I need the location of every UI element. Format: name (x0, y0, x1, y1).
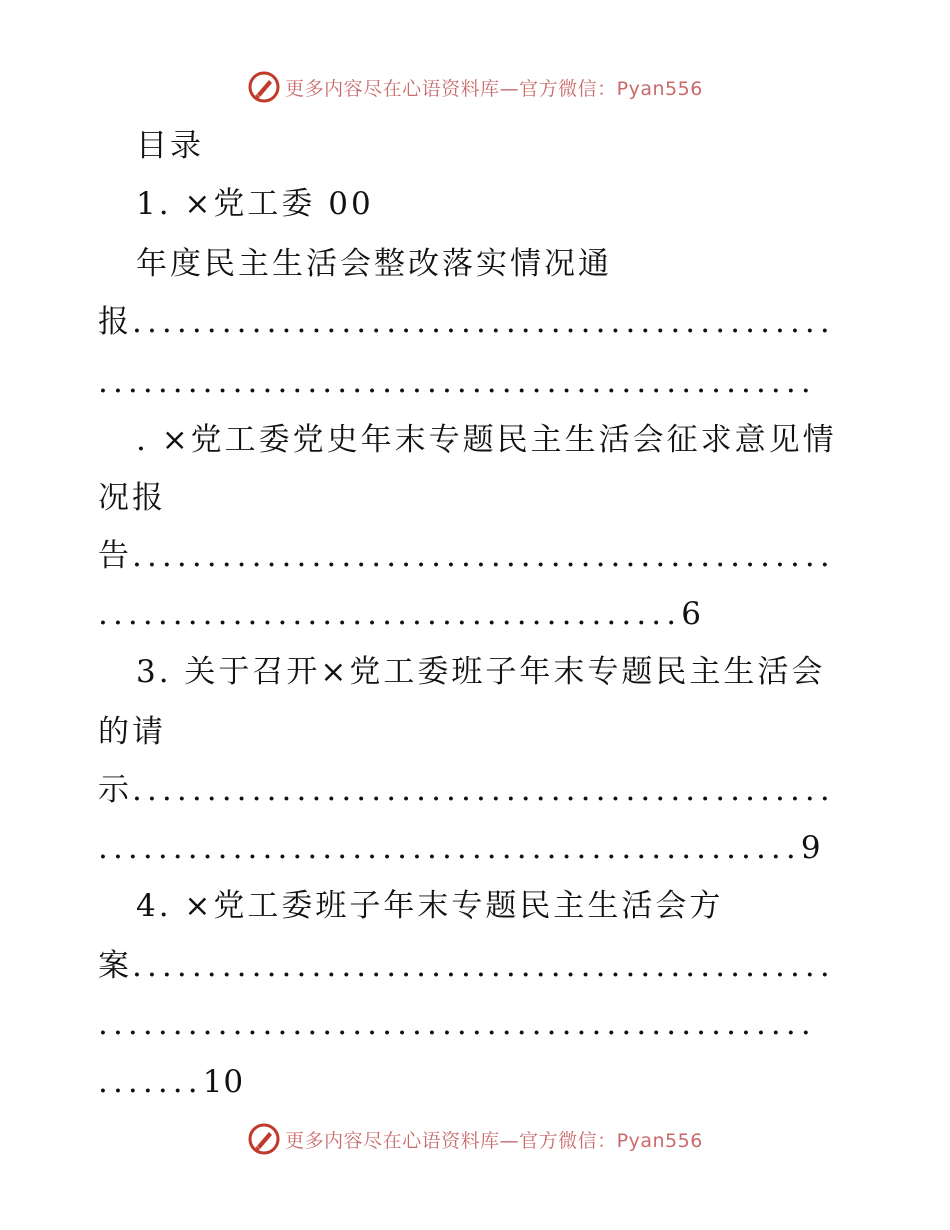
toc-entry-3-prefix: 示 (98, 772, 132, 808)
footer-banner-text: 更多内容尽在心语资料库—官方微信：Pyan556 (285, 1129, 703, 1152)
toc-leader-dots: ............................................... (132, 304, 835, 340)
toc-leader-dots: ....... (98, 1064, 203, 1100)
header-banner (0, 70, 950, 104)
toc-entry-2-line-1: . ×党工委党史年末专题民主生活会征求意见情 (136, 422, 837, 458)
toc-entry-2-line-3 (98, 536, 835, 576)
toc-entry-4-page-number: 10 (202, 1064, 245, 1100)
toc-entry-3-line-2: 的请 (98, 714, 166, 750)
toc-entry-4-line-1: 4. ×党工委班子年末专题民主生活会方 (136, 888, 724, 924)
toc-entry-1-line-1: 1. ×党工委 00 (136, 186, 374, 222)
toc-entry-4-dots-line (98, 1062, 244, 1102)
toc-entry-1-prefix: 报 (98, 304, 132, 340)
toc-entry-4-prefix: 案 (98, 948, 132, 984)
toc-entry-3-dots-line (98, 828, 822, 868)
toc-entry-1-line-2: 年度民主生活会整改落实情况通 (136, 246, 612, 282)
toc-title: 目录 (136, 128, 204, 164)
header-banner-text: 更多内容尽在心语资料库—官方微信：Pyan556 (285, 77, 703, 100)
toc-entry-2-page-number: 6 (681, 596, 702, 632)
toc-entry-4-line-2 (98, 946, 835, 986)
pen-logo-icon (247, 1122, 281, 1156)
toc-entry-1-line-3 (98, 302, 835, 342)
toc-entry-2-prefix: 告 (98, 538, 132, 574)
toc-leader-dots: ............................................... (132, 772, 835, 808)
footer-banner (0, 1122, 950, 1156)
toc-entry-3-page-number: 9 (800, 830, 822, 866)
toc-entry-2-dots-line (98, 594, 702, 634)
toc-leader-dots: ............................................... (132, 948, 835, 984)
toc-leader-dots: ................................................ (98, 364, 816, 400)
toc-leader-dots: ............................................... (132, 538, 835, 574)
toc-leader-dots: ............................................... (98, 830, 801, 866)
toc-entry-2-line-2: 况报 (98, 480, 166, 516)
toc-leader-dots: ................................................ (98, 1006, 816, 1042)
toc-entry-3-line-3 (98, 770, 835, 810)
toc-entry-3-line-1: 3. 关于召开×党工委班子年末专题民主生活会 (136, 654, 826, 690)
toc-leader-dots: ....................................... (98, 596, 682, 632)
pen-logo-icon (247, 70, 281, 104)
